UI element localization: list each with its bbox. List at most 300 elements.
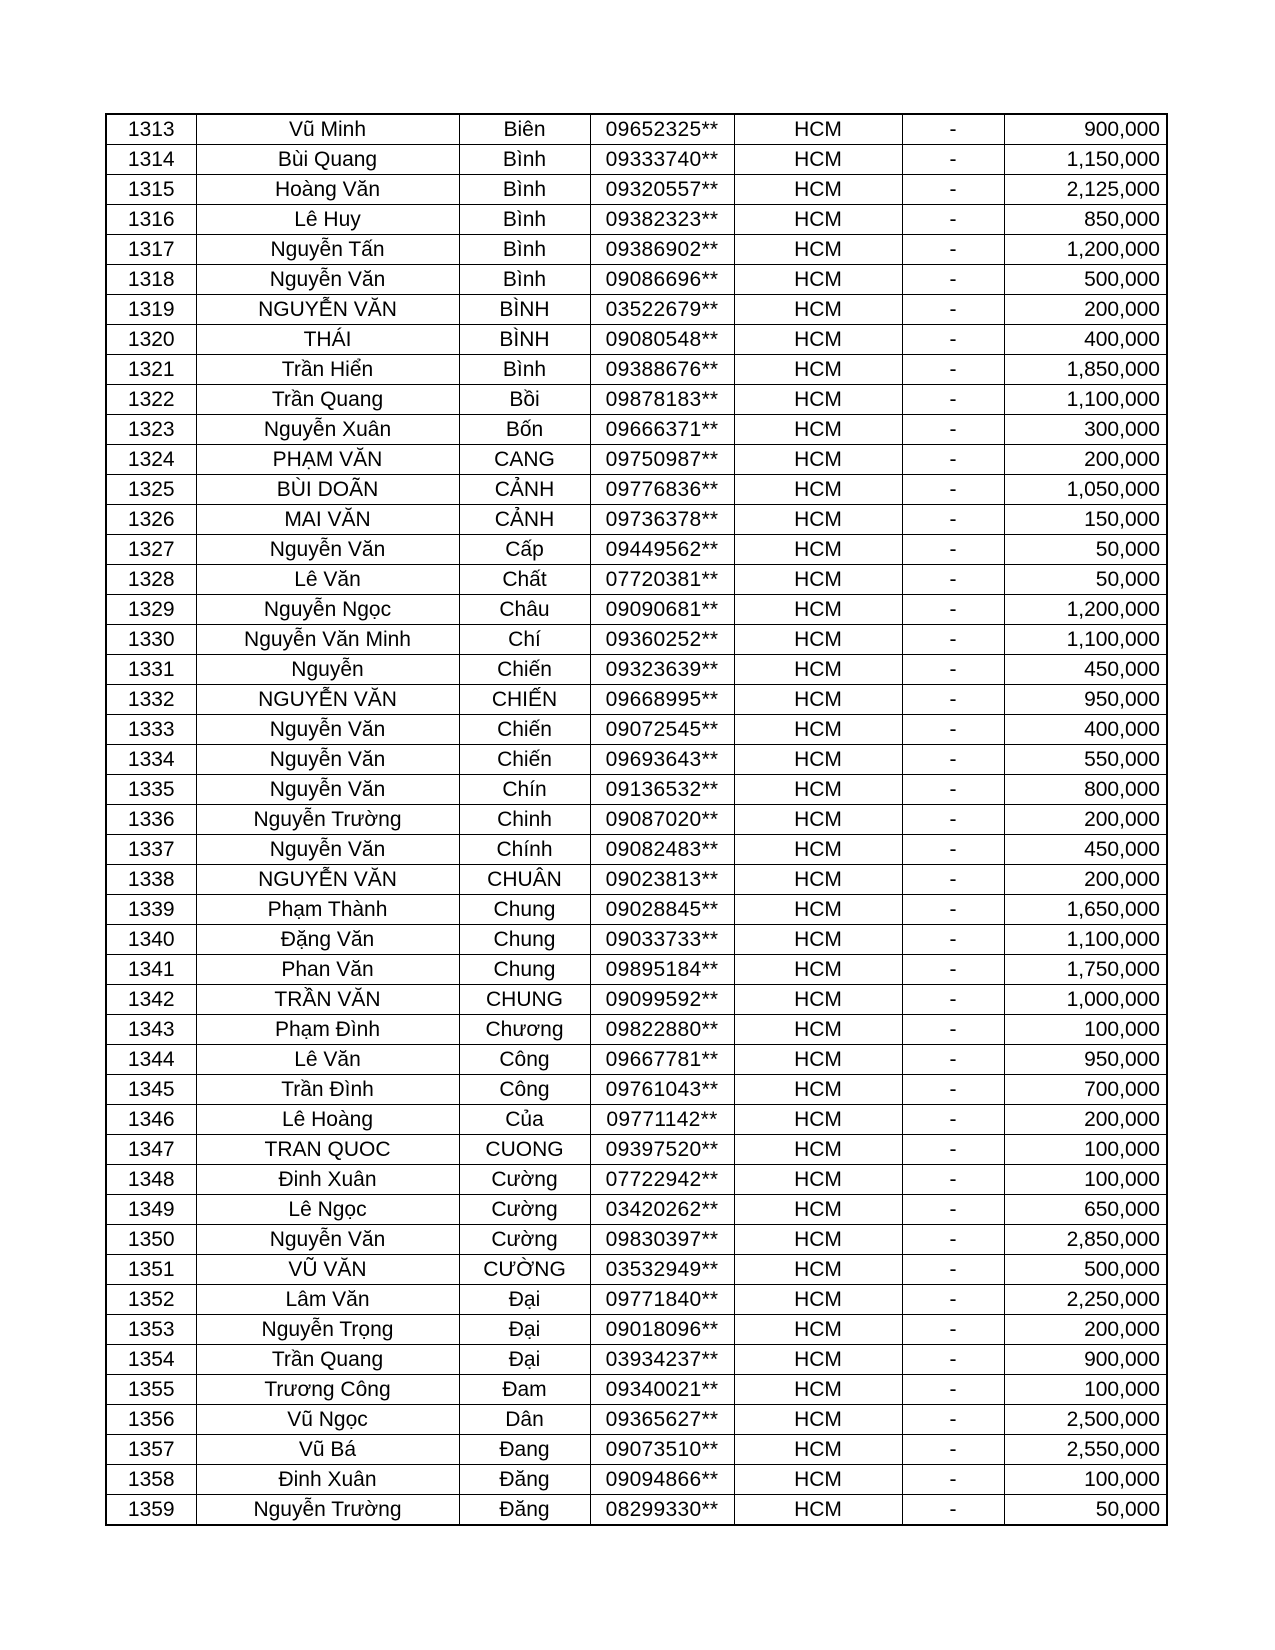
amount-cell: 1,100,000 [1004,625,1167,655]
phone-number-cell: 07722942** [590,1165,734,1195]
amount-cell: 100,000 [1004,1375,1167,1405]
amount-cell: 150,000 [1004,505,1167,535]
table-row [106,655,1167,685]
city-cell: HCM [734,1195,902,1225]
amount-cell: 2,250,000 [1004,1285,1167,1315]
note-cell: - [902,865,1004,895]
table-row [106,1315,1167,1345]
note-cell: - [902,114,1004,145]
note-cell: - [902,385,1004,415]
phone-number-cell: 09360252** [590,625,734,655]
row-number-cell: 1353 [106,1315,196,1345]
phone-number-cell: 09023813** [590,865,734,895]
row-number-cell: 1315 [106,175,196,205]
note-cell: - [902,355,1004,385]
city-cell: HCM [734,175,902,205]
row-number-cell: 1347 [106,1135,196,1165]
city-cell: HCM [734,1495,902,1526]
note-cell: - [902,1315,1004,1345]
row-number-cell: 1335 [106,775,196,805]
last-middle-name-cell: Nguyễn Văn [196,265,459,295]
table-row [106,955,1167,985]
city-cell: HCM [734,1375,902,1405]
amount-cell: 900,000 [1004,114,1167,145]
table-row [106,1045,1167,1075]
phone-number-cell: 09771142** [590,1105,734,1135]
phone-number-cell: 09090681** [590,595,734,625]
city-cell: HCM [734,445,902,475]
last-middle-name-cell: Nguyễn Trọng [196,1315,459,1345]
phone-number-cell: 09878183** [590,385,734,415]
table-row [106,325,1167,355]
city-cell: HCM [734,325,902,355]
row-number-cell: 1328 [106,565,196,595]
row-number-cell: 1336 [106,805,196,835]
city-cell: HCM [734,1225,902,1255]
note-cell: - [902,415,1004,445]
first-name-cell: Bình [459,145,590,175]
city-cell: HCM [734,205,902,235]
first-name-cell: CẢNH [459,505,590,535]
note-cell: - [902,1105,1004,1135]
amount-cell: 450,000 [1004,655,1167,685]
donor-table [105,113,1168,1526]
city-cell: HCM [734,715,902,745]
first-name-cell: Biên [459,114,590,145]
note-cell: - [902,895,1004,925]
city-cell: HCM [734,1045,902,1075]
first-name-cell: CHUNG [459,985,590,1015]
city-cell: HCM [734,1465,902,1495]
table-row [106,475,1167,505]
last-middle-name-cell: Đinh Xuân [196,1165,459,1195]
city-cell: HCM [734,895,902,925]
last-middle-name-cell: TRAN QUOC [196,1135,459,1165]
phone-number-cell: 09449562** [590,535,734,565]
first-name-cell: Cường [459,1165,590,1195]
amount-cell: 50,000 [1004,565,1167,595]
city-cell: HCM [734,475,902,505]
first-name-cell: Bốn [459,415,590,445]
table-row [106,175,1167,205]
note-cell: - [902,325,1004,355]
row-number-cell: 1321 [106,355,196,385]
row-number-cell: 1339 [106,895,196,925]
last-middle-name-cell: Phan Văn [196,955,459,985]
table-row [106,865,1167,895]
first-name-cell: Đang [459,1435,590,1465]
note-cell: - [902,655,1004,685]
amount-cell: 950,000 [1004,685,1167,715]
row-number-cell: 1329 [106,595,196,625]
table-row [106,1465,1167,1495]
city-cell: HCM [734,1435,902,1465]
amount-cell: 300,000 [1004,415,1167,445]
phone-number-cell: 09895184** [590,955,734,985]
table-row [106,1225,1167,1255]
first-name-cell: Chương [459,1015,590,1045]
row-number-cell: 1322 [106,385,196,415]
last-middle-name-cell: Trần Quang [196,1345,459,1375]
row-number-cell: 1354 [106,1345,196,1375]
table-row [106,1435,1167,1465]
note-cell: - [902,1075,1004,1105]
last-middle-name-cell: Nguyễn Văn [196,1225,459,1255]
amount-cell: 1,750,000 [1004,955,1167,985]
first-name-cell: Chiến [459,745,590,775]
amount-cell: 50,000 [1004,535,1167,565]
table-row [106,1495,1167,1526]
note-cell: - [902,595,1004,625]
first-name-cell: CHUÂN [459,865,590,895]
first-name-cell: Cường [459,1195,590,1225]
table-row [106,114,1167,145]
table-row [106,235,1167,265]
last-middle-name-cell: PHẠM VĂN [196,445,459,475]
phone-number-cell: 09073510** [590,1435,734,1465]
last-middle-name-cell: Phạm Thành [196,895,459,925]
note-cell: - [902,805,1004,835]
last-middle-name-cell: Nguyễn Văn [196,745,459,775]
row-number-cell: 1331 [106,655,196,685]
amount-cell: 200,000 [1004,1315,1167,1345]
amount-cell: 800,000 [1004,775,1167,805]
row-number-cell: 1357 [106,1435,196,1465]
amount-cell: 1,650,000 [1004,895,1167,925]
phone-number-cell: 09822880** [590,1015,734,1045]
row-number-cell: 1323 [106,415,196,445]
city-cell: HCM [734,955,902,985]
note-cell: - [902,1375,1004,1405]
note-cell: - [902,745,1004,775]
table-row [106,385,1167,415]
phone-number-cell: 09333740** [590,145,734,175]
first-name-cell: Bồi [459,385,590,415]
note-cell: - [902,1195,1004,1225]
table-row [106,745,1167,775]
row-number-cell: 1346 [106,1105,196,1135]
city-cell: HCM [734,925,902,955]
city-cell: HCM [734,1015,902,1045]
table-row [106,1195,1167,1225]
note-cell: - [902,1135,1004,1165]
first-name-cell: BÌNH [459,325,590,355]
last-middle-name-cell: MAI VĂN [196,505,459,535]
row-number-cell: 1332 [106,685,196,715]
phone-number-cell: 09736378** [590,505,734,535]
table-row [106,1285,1167,1315]
phone-number-cell: 09086696** [590,265,734,295]
last-middle-name-cell: Nguyễn Xuân [196,415,459,445]
last-middle-name-cell: NGUYỄN VĂN [196,295,459,325]
table-row [106,1375,1167,1405]
last-middle-name-cell: Vũ Ngọc [196,1405,459,1435]
last-middle-name-cell: Trần Đình [196,1075,459,1105]
note-cell: - [902,295,1004,325]
note-cell: - [902,715,1004,745]
row-number-cell: 1340 [106,925,196,955]
last-middle-name-cell: Nguyễn Ngọc [196,595,459,625]
city-cell: HCM [734,1345,902,1375]
amount-cell: 850,000 [1004,205,1167,235]
last-middle-name-cell: Vũ Minh [196,114,459,145]
table-row [106,1165,1167,1195]
last-middle-name-cell: Trần Hiển [196,355,459,385]
amount-cell: 200,000 [1004,445,1167,475]
last-middle-name-cell: Nguyễn Văn [196,535,459,565]
phone-number-cell: 09018096** [590,1315,734,1345]
city-cell: HCM [734,655,902,685]
amount-cell: 100,000 [1004,1015,1167,1045]
city-cell: HCM [734,835,902,865]
city-cell: HCM [734,625,902,655]
first-name-cell: Chiến [459,655,590,685]
city-cell: HCM [734,505,902,535]
table-row [106,1075,1167,1105]
city-cell: HCM [734,1075,902,1105]
row-number-cell: 1342 [106,985,196,1015]
table-body [106,114,1167,1525]
amount-cell: 1,100,000 [1004,385,1167,415]
last-middle-name-cell: Trần Quang [196,385,459,415]
table-row [106,415,1167,445]
last-middle-name-cell: Nguyễn Tấn [196,235,459,265]
last-middle-name-cell: Lâm Văn [196,1285,459,1315]
first-name-cell: Đại [459,1315,590,1345]
first-name-cell: Chín [459,775,590,805]
last-middle-name-cell: VŨ VĂN [196,1255,459,1285]
phone-number-cell: 09776836** [590,475,734,505]
phone-number-cell: 09668995** [590,685,734,715]
note-cell: - [902,985,1004,1015]
last-middle-name-cell: TRẦN VĂN [196,985,459,1015]
city-cell: HCM [734,805,902,835]
last-middle-name-cell: Nguyễn [196,655,459,685]
table-row [106,205,1167,235]
table-row [106,565,1167,595]
last-middle-name-cell: Phạm Đình [196,1015,459,1045]
row-number-cell: 1334 [106,745,196,775]
first-name-cell: Của [459,1105,590,1135]
row-number-cell: 1350 [106,1225,196,1255]
amount-cell: 2,500,000 [1004,1405,1167,1435]
note-cell: - [902,1345,1004,1375]
table-row [106,535,1167,565]
row-number-cell: 1351 [106,1255,196,1285]
amount-cell: 400,000 [1004,325,1167,355]
amount-cell: 550,000 [1004,745,1167,775]
phone-number-cell: 09397520** [590,1135,734,1165]
city-cell: HCM [734,1285,902,1315]
city-cell: HCM [734,1405,902,1435]
note-cell: - [902,1285,1004,1315]
first-name-cell: Đam [459,1375,590,1405]
table-row [106,1405,1167,1435]
city-cell: HCM [734,685,902,715]
city-cell: HCM [734,1255,902,1285]
city-cell: HCM [734,385,902,415]
note-cell: - [902,475,1004,505]
row-number-cell: 1320 [106,325,196,355]
note-cell: - [902,1015,1004,1045]
first-name-cell: Châu [459,595,590,625]
phone-number-cell: 09082483** [590,835,734,865]
city-cell: HCM [734,415,902,445]
first-name-cell: Chất [459,565,590,595]
first-name-cell: Đăng [459,1465,590,1495]
phone-number-cell: 03934237** [590,1345,734,1375]
note-cell: - [902,1405,1004,1435]
city-cell: HCM [734,235,902,265]
row-number-cell: 1348 [106,1165,196,1195]
last-middle-name-cell: Nguyễn Văn Minh [196,625,459,655]
amount-cell: 950,000 [1004,1045,1167,1075]
phone-number-cell: 09323639** [590,655,734,685]
first-name-cell: Chung [459,895,590,925]
first-name-cell: Bình [459,235,590,265]
phone-number-cell: 09771840** [590,1285,734,1315]
amount-cell: 2,125,000 [1004,175,1167,205]
amount-cell: 1,850,000 [1004,355,1167,385]
city-cell: HCM [734,1105,902,1135]
phone-number-cell: 09750987** [590,445,734,475]
row-number-cell: 1313 [106,114,196,145]
amount-cell: 2,850,000 [1004,1225,1167,1255]
city-cell: HCM [734,595,902,625]
row-number-cell: 1355 [106,1375,196,1405]
first-name-cell: Cấp [459,535,590,565]
note-cell: - [902,955,1004,985]
phone-number-cell: 09666371** [590,415,734,445]
first-name-cell: Công [459,1045,590,1075]
first-name-cell: CẢNH [459,475,590,505]
last-middle-name-cell: Đặng Văn [196,925,459,955]
row-number-cell: 1352 [106,1285,196,1315]
amount-cell: 500,000 [1004,1255,1167,1285]
last-middle-name-cell: Nguyễn Văn [196,715,459,745]
row-number-cell: 1349 [106,1195,196,1225]
last-middle-name-cell: Hoàng Văn [196,175,459,205]
table-row [106,835,1167,865]
phone-number-cell: 07720381** [590,565,734,595]
first-name-cell: Bình [459,205,590,235]
phone-number-cell: 09761043** [590,1075,734,1105]
row-number-cell: 1343 [106,1015,196,1045]
phone-number-cell: 09693643** [590,745,734,775]
row-number-cell: 1325 [106,475,196,505]
phone-number-cell: 09094866** [590,1465,734,1495]
amount-cell: 1,050,000 [1004,475,1167,505]
table-row [106,685,1167,715]
table-row [106,145,1167,175]
last-middle-name-cell: Lê Ngọc [196,1195,459,1225]
note-cell: - [902,1045,1004,1075]
first-name-cell: Chiến [459,715,590,745]
phone-number-cell: 09087020** [590,805,734,835]
city-cell: HCM [734,775,902,805]
first-name-cell: Cường [459,1225,590,1255]
row-number-cell: 1319 [106,295,196,325]
amount-cell: 200,000 [1004,295,1167,325]
table-row [106,985,1167,1015]
amount-cell: 100,000 [1004,1135,1167,1165]
note-cell: - [902,775,1004,805]
first-name-cell: CƯỜNG [459,1255,590,1285]
last-middle-name-cell: Trương Công [196,1375,459,1405]
row-number-cell: 1324 [106,445,196,475]
note-cell: - [902,1435,1004,1465]
phone-number-cell: 09028845** [590,895,734,925]
note-cell: - [902,565,1004,595]
first-name-cell: Bình [459,265,590,295]
table-row [106,505,1167,535]
table-row [106,1135,1167,1165]
city-cell: HCM [734,355,902,385]
phone-number-cell: 09340021** [590,1375,734,1405]
note-cell: - [902,1465,1004,1495]
phone-number-cell: 03532949** [590,1255,734,1285]
city-cell: HCM [734,295,902,325]
row-number-cell: 1359 [106,1495,196,1526]
table-row [106,925,1167,955]
note-cell: - [902,205,1004,235]
note-cell: - [902,1495,1004,1526]
first-name-cell: Dân [459,1405,590,1435]
phone-number-cell: 03522679** [590,295,734,325]
table-row [106,775,1167,805]
row-number-cell: 1356 [106,1405,196,1435]
table-row [106,1015,1167,1045]
table-row [106,1345,1167,1375]
note-cell: - [902,925,1004,955]
city-cell: HCM [734,565,902,595]
city-cell: HCM [734,265,902,295]
amount-cell: 900,000 [1004,1345,1167,1375]
first-name-cell: Đăng [459,1495,590,1526]
first-name-cell: Chính [459,835,590,865]
first-name-cell: Bình [459,175,590,205]
amount-cell: 400,000 [1004,715,1167,745]
city-cell: HCM [734,1315,902,1345]
phone-number-cell: 09072545** [590,715,734,745]
table-row [106,1105,1167,1135]
table-row [106,265,1167,295]
table-row [106,1255,1167,1285]
first-name-cell: Chinh [459,805,590,835]
table-row [106,895,1167,925]
row-number-cell: 1326 [106,505,196,535]
table-row [106,295,1167,325]
first-name-cell: Công [459,1075,590,1105]
row-number-cell: 1314 [106,145,196,175]
amount-cell: 1,200,000 [1004,595,1167,625]
last-middle-name-cell: NGUYỄN VĂN [196,685,459,715]
last-middle-name-cell: Vũ Bá [196,1435,459,1465]
amount-cell: 100,000 [1004,1165,1167,1195]
phone-number-cell: 09099592** [590,985,734,1015]
note-cell: - [902,505,1004,535]
first-name-cell: CUONG [459,1135,590,1165]
first-name-cell: Đại [459,1285,590,1315]
last-middle-name-cell: NGUYỄN VĂN [196,865,459,895]
note-cell: - [902,1225,1004,1255]
note-cell: - [902,535,1004,565]
note-cell: - [902,1255,1004,1285]
phone-number-cell: 09320557** [590,175,734,205]
last-middle-name-cell: Bùi Quang [196,145,459,175]
city-cell: HCM [734,985,902,1015]
phone-number-cell: 09080548** [590,325,734,355]
